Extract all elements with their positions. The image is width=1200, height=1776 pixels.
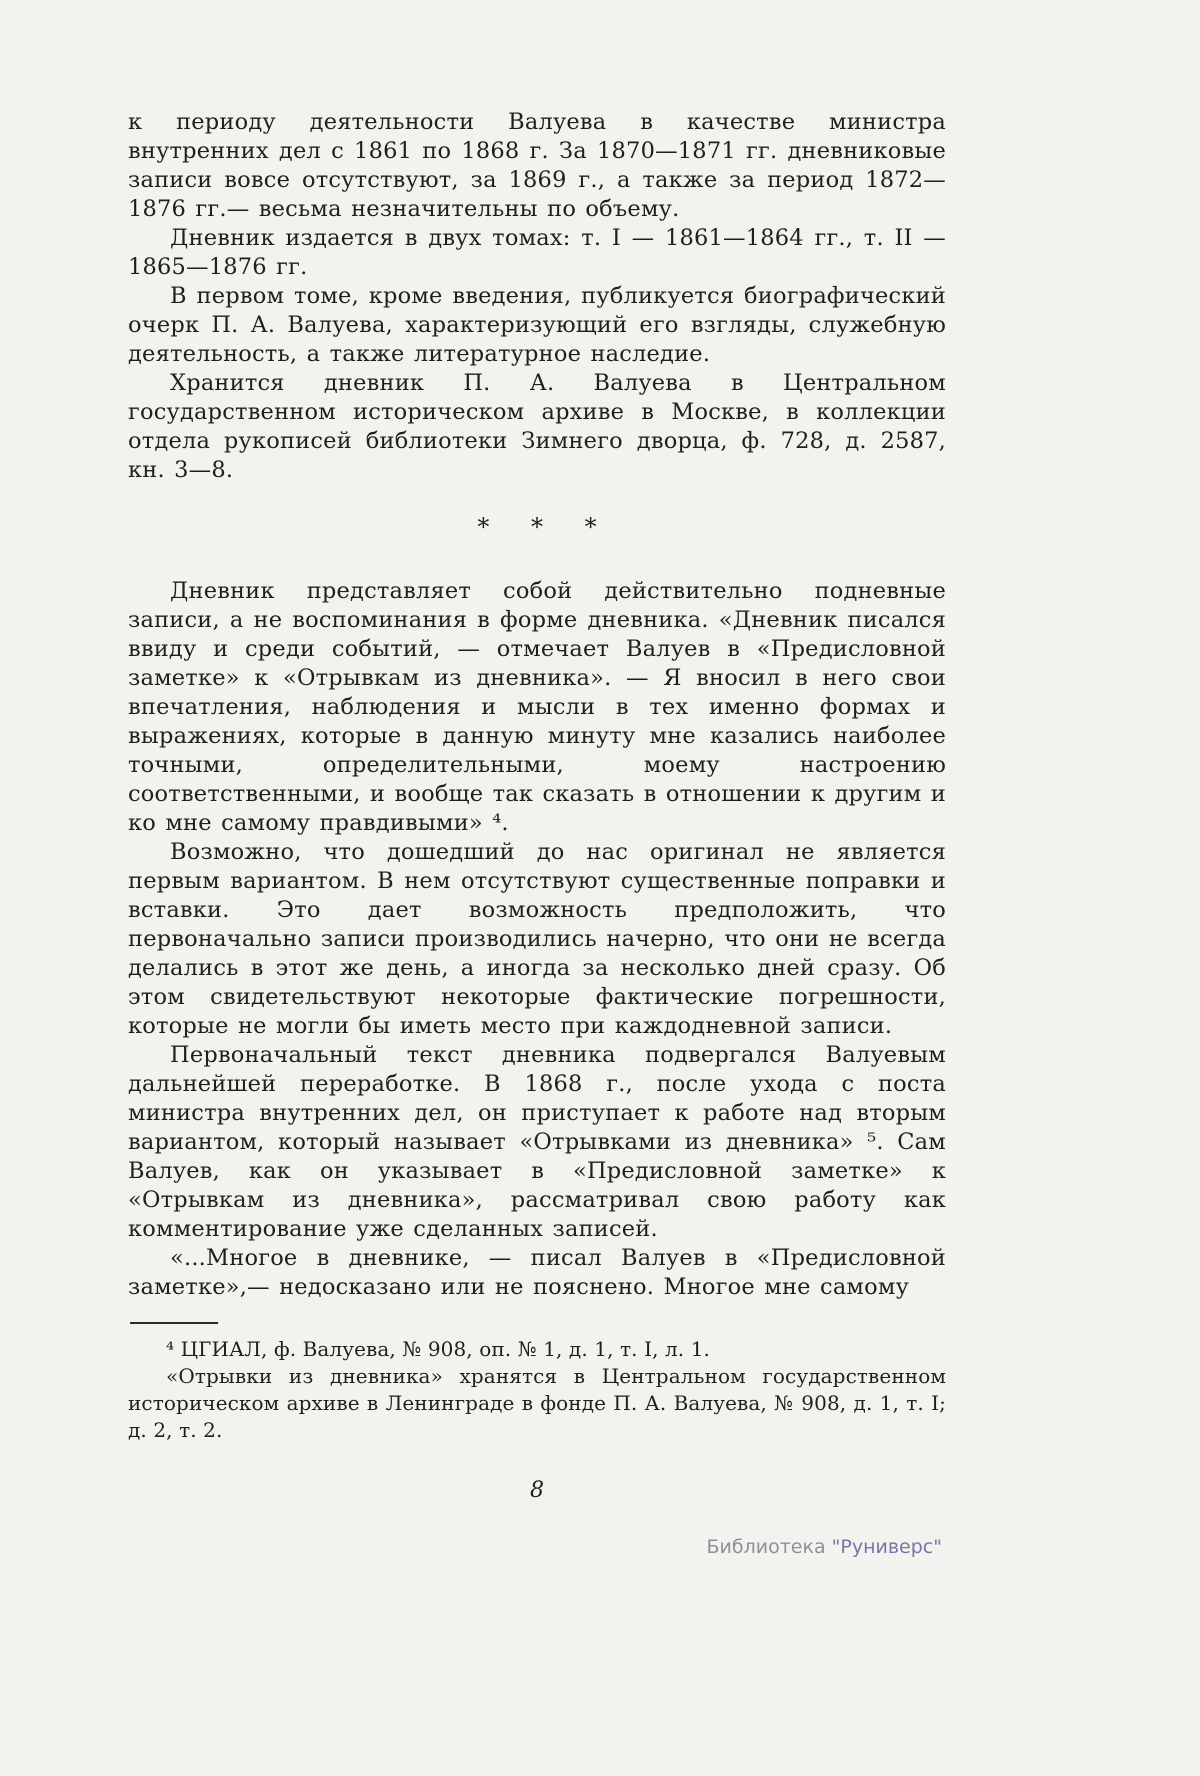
- paragraph: Первоначальный текст дневника подвергался Валуевым дальнейшей переработке. В 1868 г., после ухода с поста министра внутренних дел, он приступает к работе над вторым вариантом, который называет «Отрывками из дневника» ⁵. Сам Валуев, как он указывает в «Предисловной заметке» к «Отрывкам из дневника», рассматривал свою работу как комментирование уже сделанных записей.: [128, 1042, 946, 1242]
- footnote: ⁴ ЦГИАЛ, ф. Валуева, № 908, оп. № 1, д. 1, т. I, л. 1.: [166, 1337, 710, 1361]
- section-separator: * * *: [477, 513, 597, 541]
- body-text: [128, 108, 946, 1503]
- footnotes-block: [128, 1336, 946, 1444]
- watermark-prefix: Библиотека: [706, 1536, 826, 1558]
- paragraph: Возможно, что дошедший до нас оригинал не является первым вариантом. В нем отсутствуют существенные поправки и вставки. Это дает возможность предположить, что первоначально записи производились начерно, что они не всегда делались в этот же день, а иногда за несколько дней сразу. Об этом свидетельствуют некоторые фактические погрешности, которые не могли бы иметь место при каждодневной записи.: [128, 839, 946, 1039]
- paragraph: Хранится дневник П. А. Валуева в Центральном государственном историческом архиве в Москве, в коллекции отдела рукописей библиотеки Зимнего дворца, ф. 728, д. 2587, кн. 3—8.: [128, 370, 946, 483]
- paragraph: Дневник издается в двух томах: т. I — 1861—1864 гг., т. II — 1865—1876 гг.: [128, 225, 946, 280]
- library-watermark: [707, 1536, 943, 1558]
- paragraph: «...Многое в дневнике, — писал Валуев в «Предисловной заметке»,— недосказано или не пояснено. Многое мне самому: [128, 1245, 946, 1300]
- paragraph: к периоду деятельности Валуева в качестве министра внутренних дел с 1861 по 1868 г. За 1870—1871 гг. дневниковые записи вовсе отсутствуют, за 1869 г., а также за период 1872—1876 гг.— весьма незначительны по объему.: [128, 109, 946, 222]
- page-number: 8: [530, 1478, 544, 1503]
- watermark-name: "Руниверс": [831, 1536, 942, 1558]
- paragraph: В первом томе, кроме введения, публикуется биографический очерк П. А. Валуева, характеризующий его взгляды, служебную деятельность, а также литературное наследие.: [128, 283, 946, 367]
- paragraph: Дневник представляет собой действительно подневные записи, а не воспоминания в форме дневника. «Дневник писался ввиду и среди событий, — отмечает Валуев в «Предисловной заметке» к «Отрывкам из дневника». — Я вносил в него свои впечатления, наблюдения и мысли в тех именно формах и выражениях, которые в данную минуту мне казались наиболее точными, определительными, моему настроению соответственными, и вообще так сказать в отношении к другим и ко мне самому правдивыми» ⁴.: [128, 578, 946, 836]
- footnote: «Отрывки из дневника» хранятся в Центральном государственном историческом архиве в Ленинграде в фонде П. А. Валуева, № 908, д. 1, т. I; д. 2, т. 2.: [128, 1364, 946, 1442]
- footnote-divider: [130, 1322, 218, 1324]
